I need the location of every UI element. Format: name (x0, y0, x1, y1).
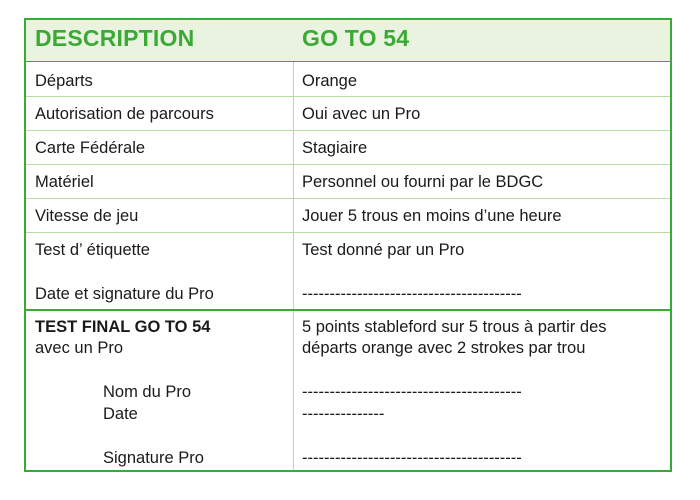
final-test-value-line2: départs orange avec 2 strokes par trou (302, 339, 586, 357)
pro-name-label: Nom du Pro (103, 383, 192, 401)
date-line: --------------- (302, 405, 385, 423)
row-value: Stagiaire (302, 139, 368, 157)
pro-signature-line: ---------------------------------------- (302, 285, 522, 303)
row-label: Vitesse de jeu (35, 207, 139, 225)
etiquette-value: Test donné par un Pro (302, 241, 465, 259)
row-value: Oui avec un Pro (302, 105, 421, 123)
signature-label: Signature Pro (103, 449, 204, 467)
final-test-title: TEST FINAL GO TO 54 (35, 318, 211, 336)
row-value: Orange (302, 72, 358, 90)
row-label: Autorisation de parcours (35, 105, 214, 123)
row-label: Matériel (35, 173, 94, 191)
table-row (26, 131, 670, 165)
table-row (26, 165, 670, 199)
row-value: Jouer 5 trous en moins d’une heure (302, 207, 562, 225)
table-row (26, 199, 670, 233)
table-header (26, 20, 670, 62)
etiquette-row (26, 233, 670, 311)
row-label: Départs (35, 72, 93, 90)
signature-line: ---------------------------------------- (302, 449, 522, 467)
table-row (26, 97, 670, 131)
header-go-to-54: GO TO 54 (302, 25, 410, 51)
pro-signature-label: Date et signature du Pro (35, 285, 214, 303)
final-test-subtitle: avec un Pro (35, 339, 124, 357)
final-test-row (26, 312, 670, 472)
table-row (26, 63, 670, 97)
etiquette-label: Test d’ étiquette (35, 241, 150, 259)
header-description: DESCRIPTION (35, 25, 195, 51)
row-label: Carte Fédérale (35, 139, 146, 157)
date-label: Date (103, 405, 138, 423)
row-value: Personnel ou fourni par le BDGC (302, 173, 544, 191)
pro-name-line: ---------------------------------------- (302, 383, 522, 401)
final-test-value-line1: 5 points stableford sur 5 trous à partir des (302, 318, 607, 336)
go-to-54-table (24, 18, 672, 472)
